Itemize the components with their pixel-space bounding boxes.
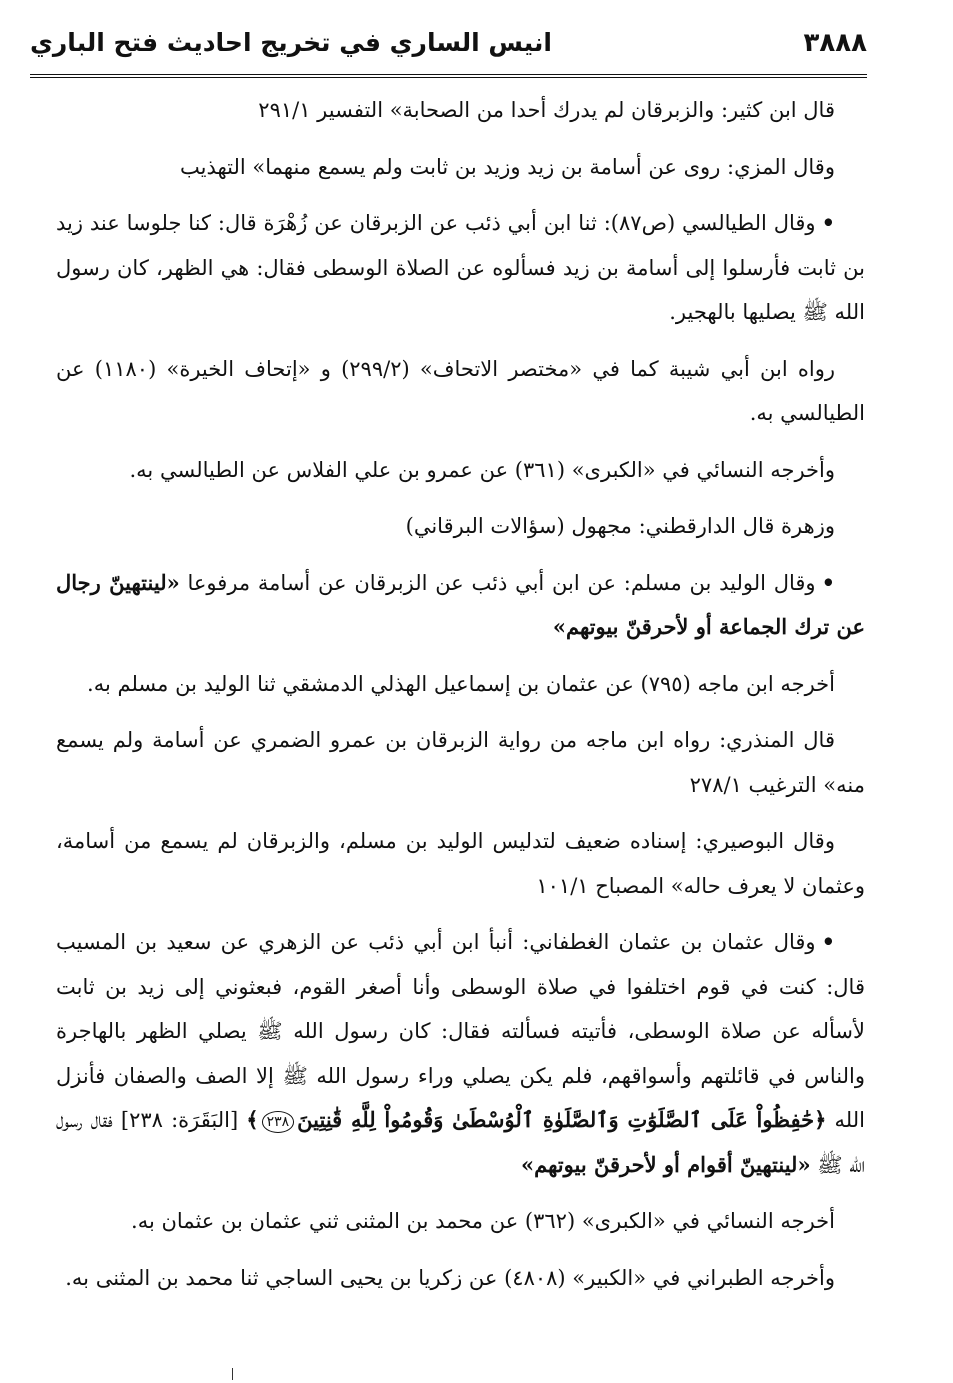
bullet-marker: • <box>821 569 835 595</box>
quran-close-bracket: ﴾ <box>246 1107 259 1132</box>
paragraph-mundhiri: قال المنذري: رواه ابن ماجه من رواية الزبرقان بن عمرو الضمري عن أسامة ولم يسمع منه» الترغيب ٢٧٨/١ <box>56 728 865 797</box>
bullet-marker: • <box>821 929 835 954</box>
page-body <box>56 88 865 1323</box>
surah-reference: [البَقَرَة: ٢٣٨] فقال رسول الله ﷺ <box>56 1108 865 1177</box>
paragraph-ibn-abi-shayba: رواه ابن أبي شيبة كما في «مختصر الاتحاف» (٢٩٩/٢) و «إتحاف الخيرة» (١١٨٠) عن الطيالسي به. <box>56 356 865 425</box>
running-title: انيس الساري في تخريج احاديث فتح الباري <box>30 28 552 57</box>
bullet-marker: • <box>821 210 835 235</box>
paragraph-ibn-majah: أخرجه ابن ماجه (٧٩٥) عن عثمان بن إسماعيل الهذلي الدمشقي ثنا الوليد بن مسلم به. <box>87 671 835 696</box>
paragraph-daraqutni: وزهرة قال الدارقطني: مجهول (سؤالات البرقاني) <box>405 514 835 538</box>
hadith-text: «لينتهينّ أقوام أو لأحرقنّ بيوتهم» <box>521 1151 811 1177</box>
paragraph-walid: •وقال الوليد بن مسلم: عن ابن أبي ذئب عن الزبرقان عن أسامة مرفوعا «لينتهينّ رجال عن ترك الجماعة أو لأحرقنّ بيوتهم» <box>56 569 865 639</box>
paragraph-ibn-kathir: قال ابن كثير: والزبرقان لم يدرك أحدا من الصحابة» التفسير ٢٩١/١ <box>258 98 835 122</box>
paragraph-busiri: وقال البوصيري: إسناده ضعيف لتدليس الوليد بن مسلم، والزبرقان لم يسمع من أسامة، وعثمان لا يعرف حاله» المصباح ١٠١/١ <box>56 829 865 898</box>
hadith-text: «لينتهينّ رجال عن ترك الجماعة أو لأحرقنّ بيوتهم» <box>56 569 865 639</box>
paragraph-tabarani: وأخرجه الطبراني في «الكبير» (٤٨٠٨) عن زكريا بن يحيى الساجي ثنا محمد بن المثنى به. <box>65 1265 835 1290</box>
paragraph-tayalisi: •وقال الطيالسي (ص٨٧): ثنا ابن أبي ذئب عن الزبرقان عن زُهْرَة قال: كنا جلوسا عند زيد بن ثابت فأرسلوا إلى أسامة بن زيد فسألوه عن الصلاة الوسطى فقال: هي الظهر، كان رسول الله ﷺ يصليها بالهجير. <box>56 210 865 324</box>
paragraph-ghatafani: •وقال عثمان بن عثمان الغطفاني: أنبأ ابن أبي ذئب عن الزهري عن سعيد بن المسيب قال: كنت في قوم اختلفوا في صلاة الوسطى وأنا أصغر القوم، فبعثوني إلى زيد بن ثابت لأسأله عن صلاة الوسطى، فأتيته فسألته فقال: كان رسول الله ﷺ يصلي الظهر بالهاجرة والناس في قائلتهم وأسواقهم، فلم يكن يصلي وراء رسول الله ﷺ إلا الصف والصفان فأنزل الله ﴿حَٰفِظُواْ عَلَى ٱلصَّلَوَٰتِ وَٱلصَّلَوٰةِ ٱلْوُسْطَىٰ وَقُومُواْ لِلَّهِ قَٰنِتِينَ٢٣٨﴾ [البَقَرَة: ٢٣٨] فقال رسول الله ﷺ «لينتهينّ أقوام أو لأحرقنّ بيوتهم» <box>56 929 865 1177</box>
ayah-number-ornament: ٢٣٨ <box>262 1111 295 1133</box>
scan-mark <box>232 1368 239 1380</box>
paragraph-mizzi: وقال المزي: روى عن أسامة بن زيد وزيد بن ثابت ولم يسمع منهما» التهذيب <box>180 154 835 179</box>
paragraph-nasai-1: وأخرجه النسائي في «الكبرى» (٣٦١) عن عمرو بن علي الفلاس عن الطيالسي به. <box>129 457 835 482</box>
page-number: ٣٨٨٨ <box>803 28 867 58</box>
paragraph-nasai-2: أخرجه النسائي في «الكبرى» (٣٦٢) عن محمد بن المثنى ثني عثمان بن عثمان به. <box>131 1209 835 1233</box>
quran-verse: ﴿حَٰفِظُواْ عَلَى ٱلصَّلَوَٰتِ وَٱلصَّلَوٰةِ ٱلْوُسْطَىٰ وَقُومُواْ لِلَّهِ قَٰنِتِينَ <box>297 1107 827 1132</box>
page-header <box>30 26 867 78</box>
